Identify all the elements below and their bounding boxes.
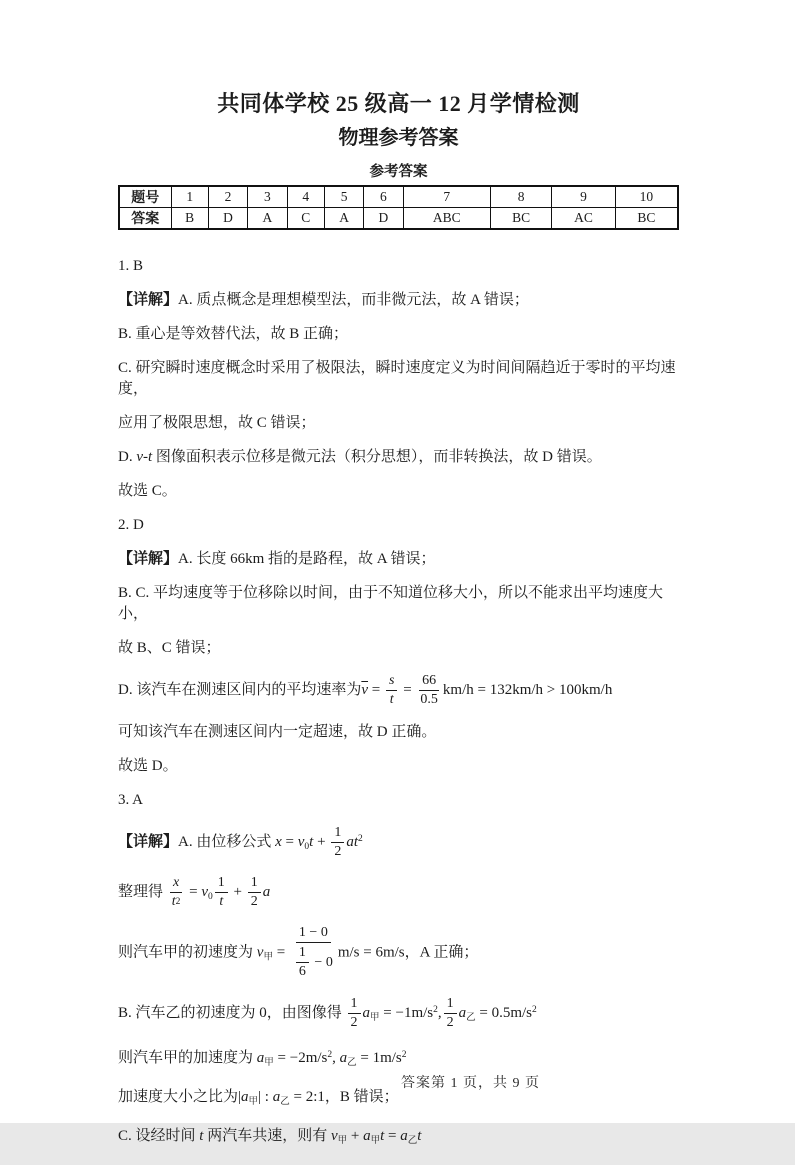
question-number-cell: 10 xyxy=(615,186,678,208)
text-segment: | : xyxy=(258,1089,273,1105)
text-segment: a xyxy=(339,1050,348,1066)
detail-1-a xyxy=(118,290,679,311)
text-segment: a xyxy=(362,1004,371,1021)
text-segment: a xyxy=(458,1004,467,1021)
text-segment: 甲 xyxy=(370,1136,381,1146)
answer-cell: C xyxy=(287,208,324,230)
text-segment: 乙 xyxy=(466,1012,476,1023)
text-segment: v-t xyxy=(136,449,153,465)
text-segment: 则汽车甲的初速度为 xyxy=(118,944,257,961)
detail-3-b-formula2 xyxy=(118,1045,679,1074)
text-segment: A. 质点概念是理想模型法，而非微元法，故 A 错误； xyxy=(178,292,529,308)
text-segment: 故选 D。 xyxy=(118,758,178,774)
answer-cell: ABC xyxy=(403,208,490,230)
question-number-cell: 1 xyxy=(171,186,208,208)
fraction xyxy=(348,995,361,1032)
text-segment: 1 xyxy=(334,825,342,840)
text-segment: 甲 xyxy=(264,1058,274,1068)
text-segment: = xyxy=(399,681,416,698)
text-segment: km/h = 132km/h > 100km/h xyxy=(442,681,613,698)
document-subtitle: 物理参考答案 xyxy=(338,127,459,149)
answers-content xyxy=(118,256,679,1152)
text-segment: B. C. 平均速度等于位移除以时间，由于不知道位移大小，所以不能求出平均速度大小， xyxy=(118,585,664,622)
text-segment: 66 xyxy=(422,673,437,688)
text-segment: , xyxy=(437,1004,442,1021)
text-segment: t xyxy=(199,1128,204,1144)
text-segment: D. 该汽车在测速区间内的平均速率为 xyxy=(118,681,362,698)
fraction xyxy=(169,874,184,911)
text-segment: D. xyxy=(118,449,137,465)
table-caption: 参考答案 xyxy=(369,164,428,180)
text-segment: t xyxy=(380,1128,385,1144)
detail-1-c2 xyxy=(118,413,679,434)
text-segment: 1. B xyxy=(118,258,144,274)
detail-3-c-formula xyxy=(118,1126,679,1152)
fraction xyxy=(417,672,441,709)
text-segment: t xyxy=(219,894,224,909)
text-segment: s xyxy=(388,673,395,688)
text-segment: 0.5 xyxy=(420,692,438,707)
text-segment: 故 B、C 错误； xyxy=(118,640,221,656)
text-segment: 2. D xyxy=(118,517,144,533)
text-segment: 1 xyxy=(250,875,258,890)
text-segment: t xyxy=(417,1128,422,1144)
text-segment: − 0 xyxy=(310,954,333,970)
detail-3-a-formula3 xyxy=(118,924,679,982)
text-segment: t xyxy=(389,692,394,707)
question-number-cell: 8 xyxy=(490,186,551,208)
text-segment: 1 xyxy=(217,875,225,890)
answer-cell: A xyxy=(248,208,287,230)
question-number-cell: 3 xyxy=(248,186,287,208)
text-segment: t xyxy=(171,894,176,909)
text-segment: 1 xyxy=(446,996,454,1011)
text-segment: 1 − 0 xyxy=(298,925,328,940)
text-segment: + xyxy=(347,1128,364,1144)
text-segment: 0 xyxy=(304,841,310,852)
text-segment: = xyxy=(185,883,202,900)
text-segment: 3. A xyxy=(118,792,144,808)
text-segment: 乙 xyxy=(347,1058,357,1068)
detail-3-a-formula2 xyxy=(118,874,679,911)
question-number-cell: 6 xyxy=(364,186,403,208)
answer-cell: A xyxy=(324,208,363,230)
text-segment: 整理得 xyxy=(118,883,167,900)
text-segment: a xyxy=(363,1128,371,1144)
answer-3 xyxy=(118,790,679,811)
text-segment: 甲 xyxy=(248,1097,259,1107)
detail-2-bc1 xyxy=(118,583,679,625)
text-segment: B. 重心是等效替代法，故 B 正确； xyxy=(118,326,349,342)
text-segment: x xyxy=(275,833,282,850)
text-segment: = 1m/s xyxy=(356,1050,402,1066)
text-segment: v xyxy=(256,944,264,961)
answer-cell: B xyxy=(171,208,208,230)
text-segment: v xyxy=(201,883,209,900)
text-segment: $\overline{v}$ xyxy=(361,681,369,698)
text-segment: = xyxy=(272,944,289,961)
text-segment: 应用了极限思想，故 C 错误； xyxy=(118,415,316,431)
text-segment: t xyxy=(309,833,314,850)
fraction xyxy=(296,944,309,981)
fraction xyxy=(248,874,261,911)
text-segment: + xyxy=(229,883,246,900)
text-segment: C. 研究瞬时速度概念时采用了极限法，瞬时速度定义为时间间隔趋近于零时的平均速度， xyxy=(118,360,676,397)
text-segment: = xyxy=(384,1128,401,1144)
text-segment: 加速度大小之比为 xyxy=(118,1089,239,1105)
row-label-cell: 答案 xyxy=(119,208,171,230)
detail-2-d-formula xyxy=(118,672,679,709)
text-segment: = xyxy=(368,681,384,698)
text-segment: = xyxy=(281,833,298,850)
text-segment: = 2:1，B 错误； xyxy=(289,1089,399,1105)
text-segment: 2 xyxy=(401,1050,407,1060)
choose-1 xyxy=(118,481,679,502)
text-segment: A. 长度 66km 指的是路程，故 A 错误； xyxy=(178,551,436,567)
question-number-cell: 7 xyxy=(403,186,490,208)
answer-2 xyxy=(118,515,679,536)
row-label-cell: 题号 xyxy=(119,186,171,208)
text-segment: at xyxy=(346,833,358,850)
text-segment: 2 xyxy=(357,833,363,844)
detail-3-b-formula1 xyxy=(118,995,679,1032)
detail-3-b-formula3 xyxy=(118,1087,679,1113)
answer-table-row xyxy=(119,186,678,208)
answer-table-row xyxy=(119,208,678,230)
bold-text: 【详解】 xyxy=(118,551,179,567)
answer-cell: D xyxy=(364,208,403,230)
fraction xyxy=(291,924,336,982)
text-segment: 6 xyxy=(298,964,306,979)
text-segment: A. 由位移公式 xyxy=(178,833,276,850)
detail-1-c1 xyxy=(118,358,679,400)
text-segment: a xyxy=(272,1089,281,1105)
question-number-cell: 4 xyxy=(287,186,324,208)
text-segment: a xyxy=(241,1089,249,1105)
bold-text: 【详解】 xyxy=(118,292,179,308)
answer-1 xyxy=(118,256,679,277)
text-segment: , xyxy=(332,1050,340,1066)
text-segment: 乙 xyxy=(280,1097,290,1107)
detail-1-d xyxy=(118,447,679,468)
text-segment: 两汽车共速，则有 xyxy=(203,1128,331,1144)
question-number-cell: 9 xyxy=(552,186,615,208)
text-segment: = −2m/s xyxy=(273,1050,328,1066)
text-segment: a xyxy=(400,1128,408,1144)
question-number-cell: 5 xyxy=(324,186,363,208)
text-segment: 乙 xyxy=(407,1136,418,1146)
page-footer: 答案第 1 页，共 9 页 xyxy=(401,1076,540,1091)
answer-cell: AC xyxy=(552,208,615,230)
answer-table xyxy=(118,185,679,230)
text-segment: m/s = 6m/s xyxy=(337,944,405,961)
text-segment: B. 汽车乙的初速度为 0，由图像得 xyxy=(118,1004,346,1021)
bold-text: 【详解】 xyxy=(118,833,179,850)
text-segment: 故选 C。 xyxy=(118,483,177,499)
detail-3-a-formula1 xyxy=(118,824,679,861)
document-body xyxy=(118,90,679,1165)
text-segment: 甲 xyxy=(263,952,273,963)
text-segment: 2 xyxy=(327,1050,333,1060)
text-segment: a xyxy=(262,883,271,900)
text-segment: 2 xyxy=(532,1004,537,1015)
text-segment: | xyxy=(238,1089,242,1105)
text-segment: 2 xyxy=(250,894,258,909)
text-segment: 图像面积表示位移是微元法（积分思想），而非转换法，故 D 错误。 xyxy=(152,449,602,465)
text-segment: 2 xyxy=(334,844,342,859)
text-segment: C. 设经时间 xyxy=(118,1128,200,1144)
text-segment: ，A 正确； xyxy=(404,944,479,961)
answer-cell: BC xyxy=(615,208,678,230)
detail-2-bc2 xyxy=(118,638,679,659)
text-segment: 则汽车甲的加速度为 xyxy=(118,1050,257,1066)
text-segment: 1 xyxy=(298,945,306,960)
text-segment: a xyxy=(256,1050,265,1066)
detail-1-b xyxy=(118,324,679,345)
detail-2-a xyxy=(118,549,679,570)
text-segment: 可知该汽车在测速区间内一定超速，故 D 正确。 xyxy=(118,724,437,740)
question-number-cell: 2 xyxy=(208,186,247,208)
fraction xyxy=(386,672,397,709)
text-segment: 2 xyxy=(433,1004,438,1015)
text-segment: 2 xyxy=(175,897,181,907)
text-segment: 1 xyxy=(350,996,358,1011)
fraction xyxy=(444,995,457,1032)
text-segment: = −1m/s xyxy=(379,1004,434,1021)
text-segment: 甲 xyxy=(370,1012,380,1023)
text-segment: x xyxy=(172,875,180,890)
document-title: 共同体学校 25 级高一 12 月学情检测 xyxy=(217,91,580,116)
answer-cell: BC xyxy=(490,208,551,230)
text-segment: 2 xyxy=(350,1015,358,1030)
text-segment: v xyxy=(330,1128,338,1144)
answer-cell: D xyxy=(208,208,247,230)
fraction xyxy=(215,874,228,911)
text-segment: = 0.5m/s xyxy=(475,1004,533,1021)
choose-2 xyxy=(118,756,679,777)
text-segment: + xyxy=(313,833,330,850)
detail-2-d2 xyxy=(118,722,679,743)
text-segment: v xyxy=(297,833,305,850)
fraction xyxy=(331,824,344,861)
text-segment: 2 xyxy=(446,1015,454,1030)
text-segment: 0 xyxy=(208,891,213,902)
text-segment: 甲 xyxy=(337,1136,348,1146)
